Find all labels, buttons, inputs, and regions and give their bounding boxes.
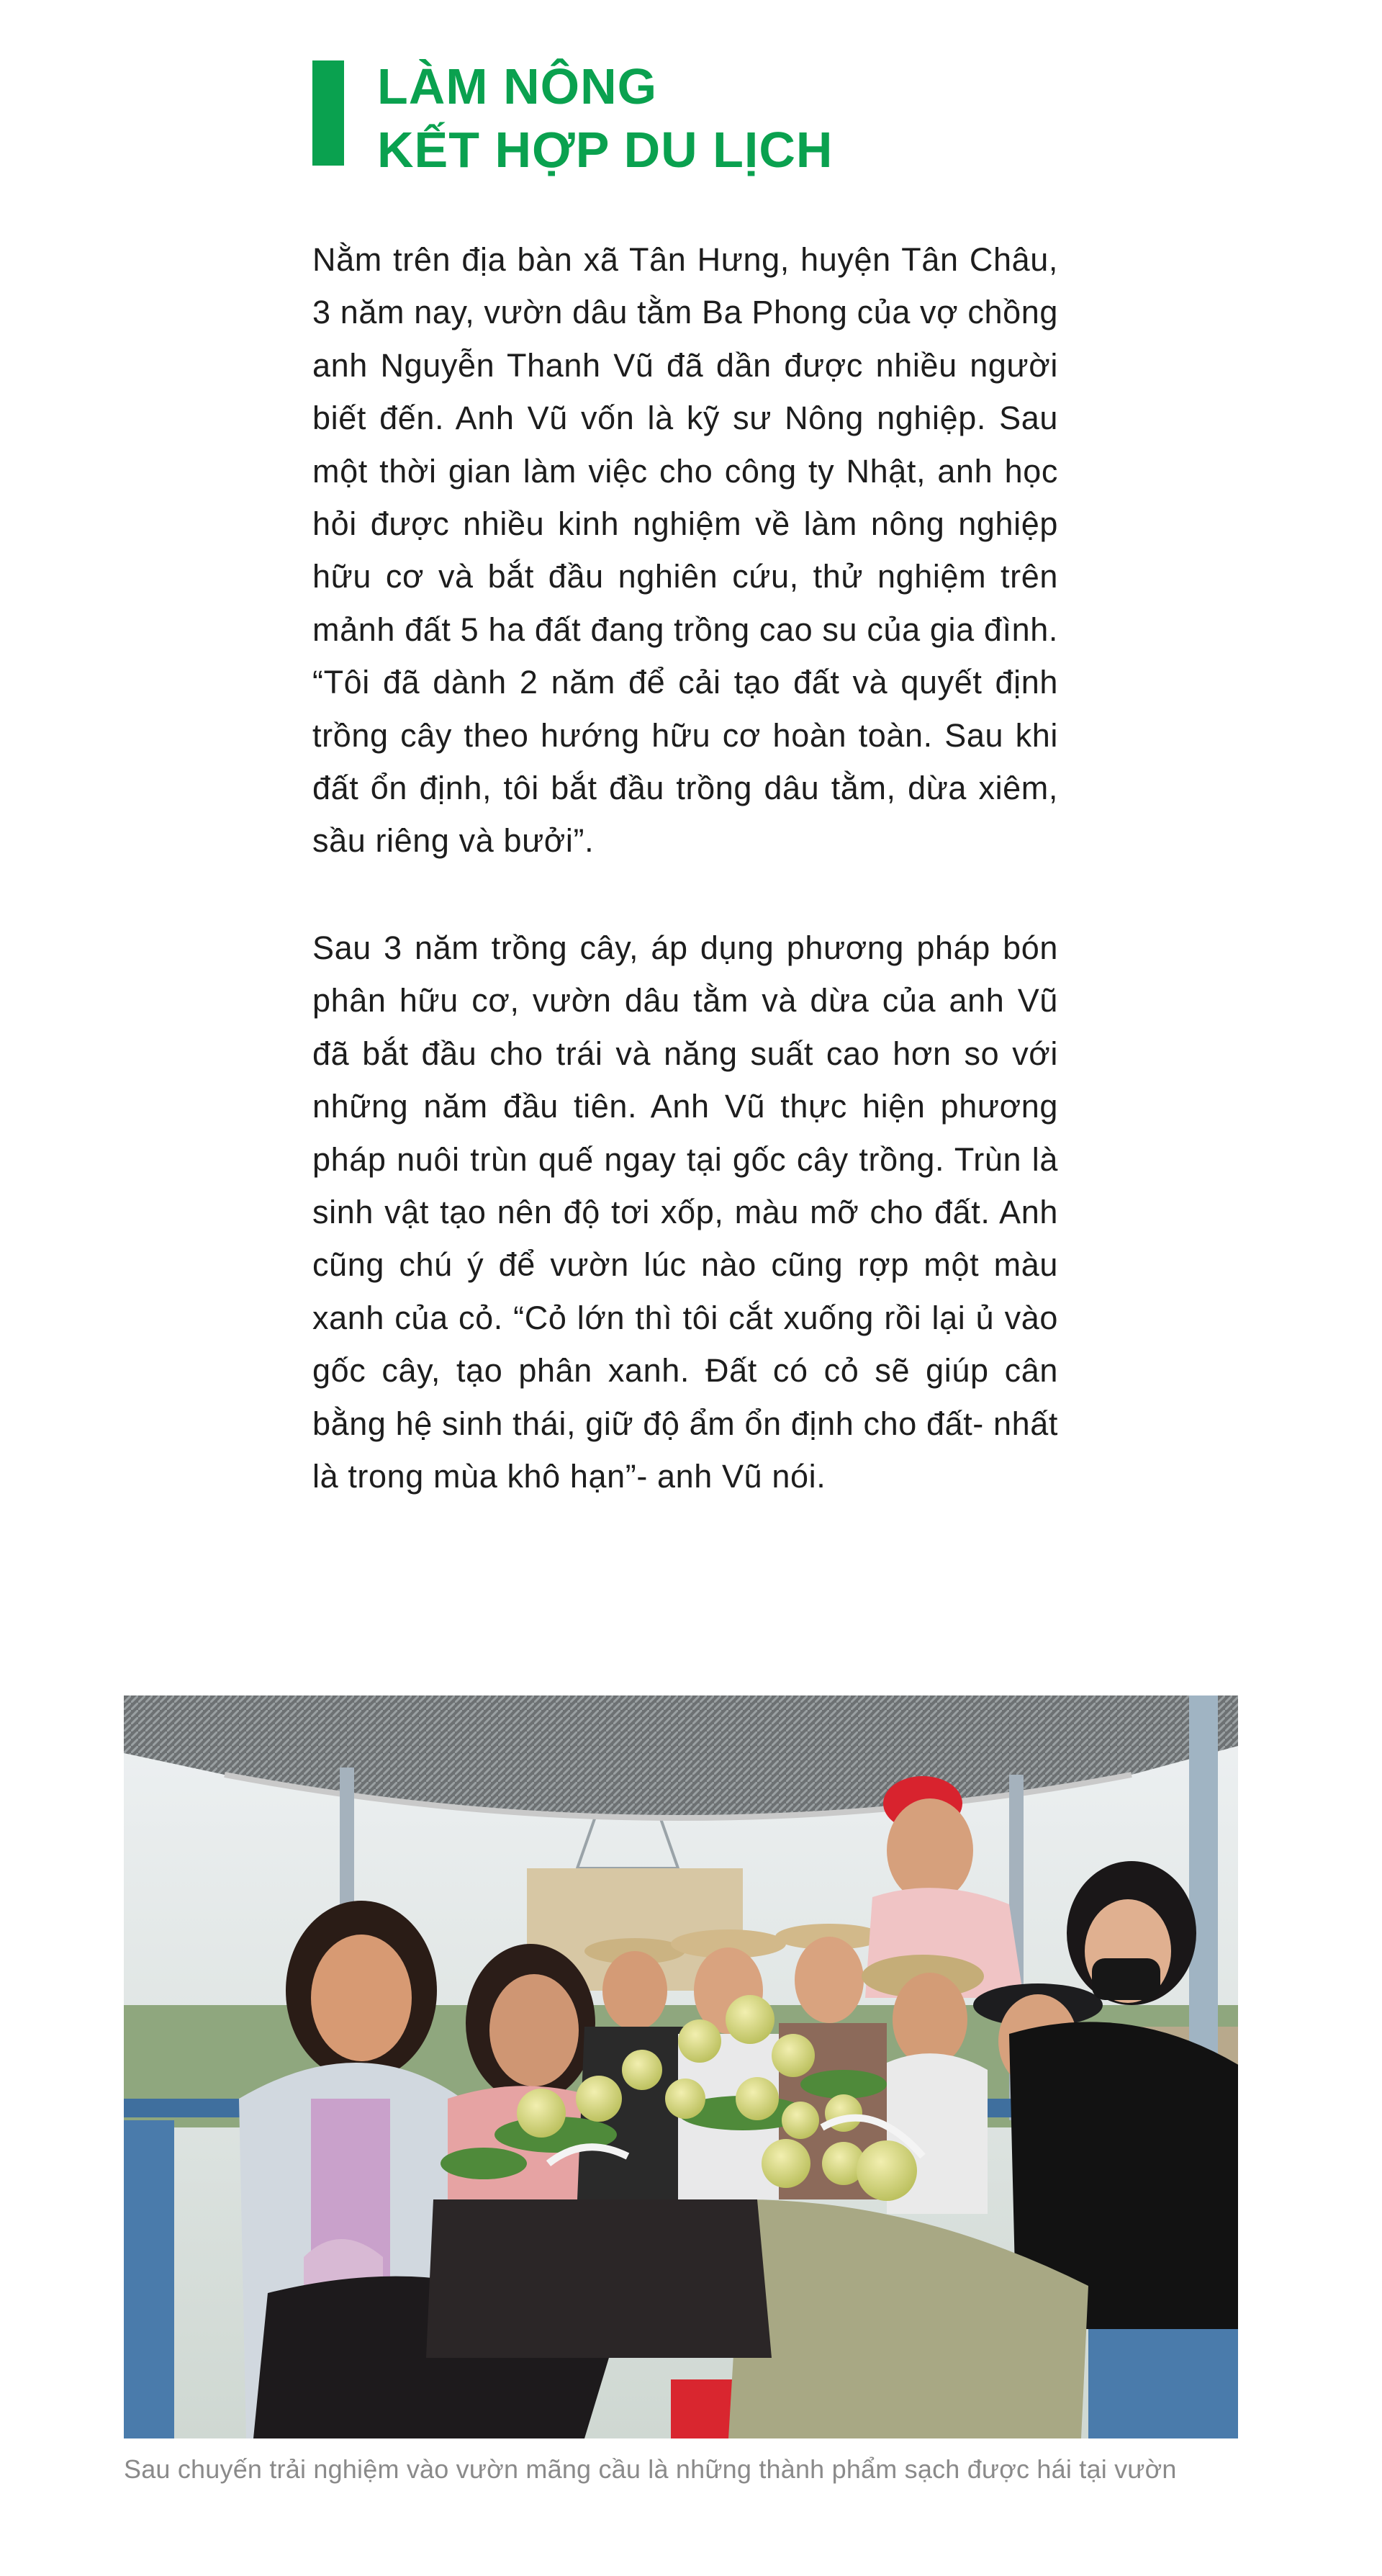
- group-photo-illustration: [124, 1695, 1238, 2438]
- heading-accent-bar: [312, 60, 344, 166]
- article-paragraph-1: Nằm trên địa bàn xã Tân Hưng, huyện Tân Châu, 3 năm nay, vườn dâu tằm Ba Phong của vợ chồng anh Nguyễn Thanh Vũ đã dần được nhiều người biết đến. Anh Vũ vốn là kỹ sư Nông nghiệp. Sau một thời gian làm việc cho công ty Nhật, anh học hỏi được nhiều kinh nghiệm về làm nông nghiệp hữu cơ và bắt đầu nghiên cứu, thử nghiệm trên mảnh đất 5 ha đất đang trồng cao su của gia đình. “Tôi đã dành 2 năm để cải tạo đất và quyết định trồng cây theo hướng hữu cơ hoàn toàn. Sau khi đất ổn định, tôi bắt đầu trồng dâu tằm, dừa xiêm, sầu riêng và bưởi”.: [312, 241, 1058, 860]
- section-title-line-2: KẾT HỢP DU LỊCH: [377, 122, 834, 178]
- article-body: [312, 233, 1058, 1503]
- section-title-line-1: LÀM NÔNG: [377, 58, 658, 114]
- group-photo: [124, 1695, 1238, 2438]
- photo-caption: Sau chuyến trải nghiệm vào vườn mãng cầu là những thành phẩm sạch được hái tại vườn: [124, 2454, 1177, 2484]
- section-title: [377, 55, 833, 181]
- article-paragraph-2: Sau 3 năm trồng cây, áp dụng phương pháp bón phân hữu cơ, vườn dâu tằm và dừa của anh Vũ đã bắt đầu cho trái và năng suất cao hơn so với những năm đầu tiên. Anh Vũ thực hiện phương pháp nuôi trùn quế ngay tại gốc cây trồng. Trùn là sinh vật tạo nên độ tơi xốp, màu mỡ cho đất. Anh cũng chú ý để vườn lúc nào cũng rợp một màu xanh của cỏ. “Cỏ lớn thì tôi cắt xuống rồi lại ủ vào gốc cây, tạo phân xanh. Đất có cỏ sẽ giúp cân bằng hệ sinh thái, giữ độ ẩm ổn định cho đất- nhất là trong mùa khô hạn”- anh Vũ nói.: [312, 929, 1058, 1495]
